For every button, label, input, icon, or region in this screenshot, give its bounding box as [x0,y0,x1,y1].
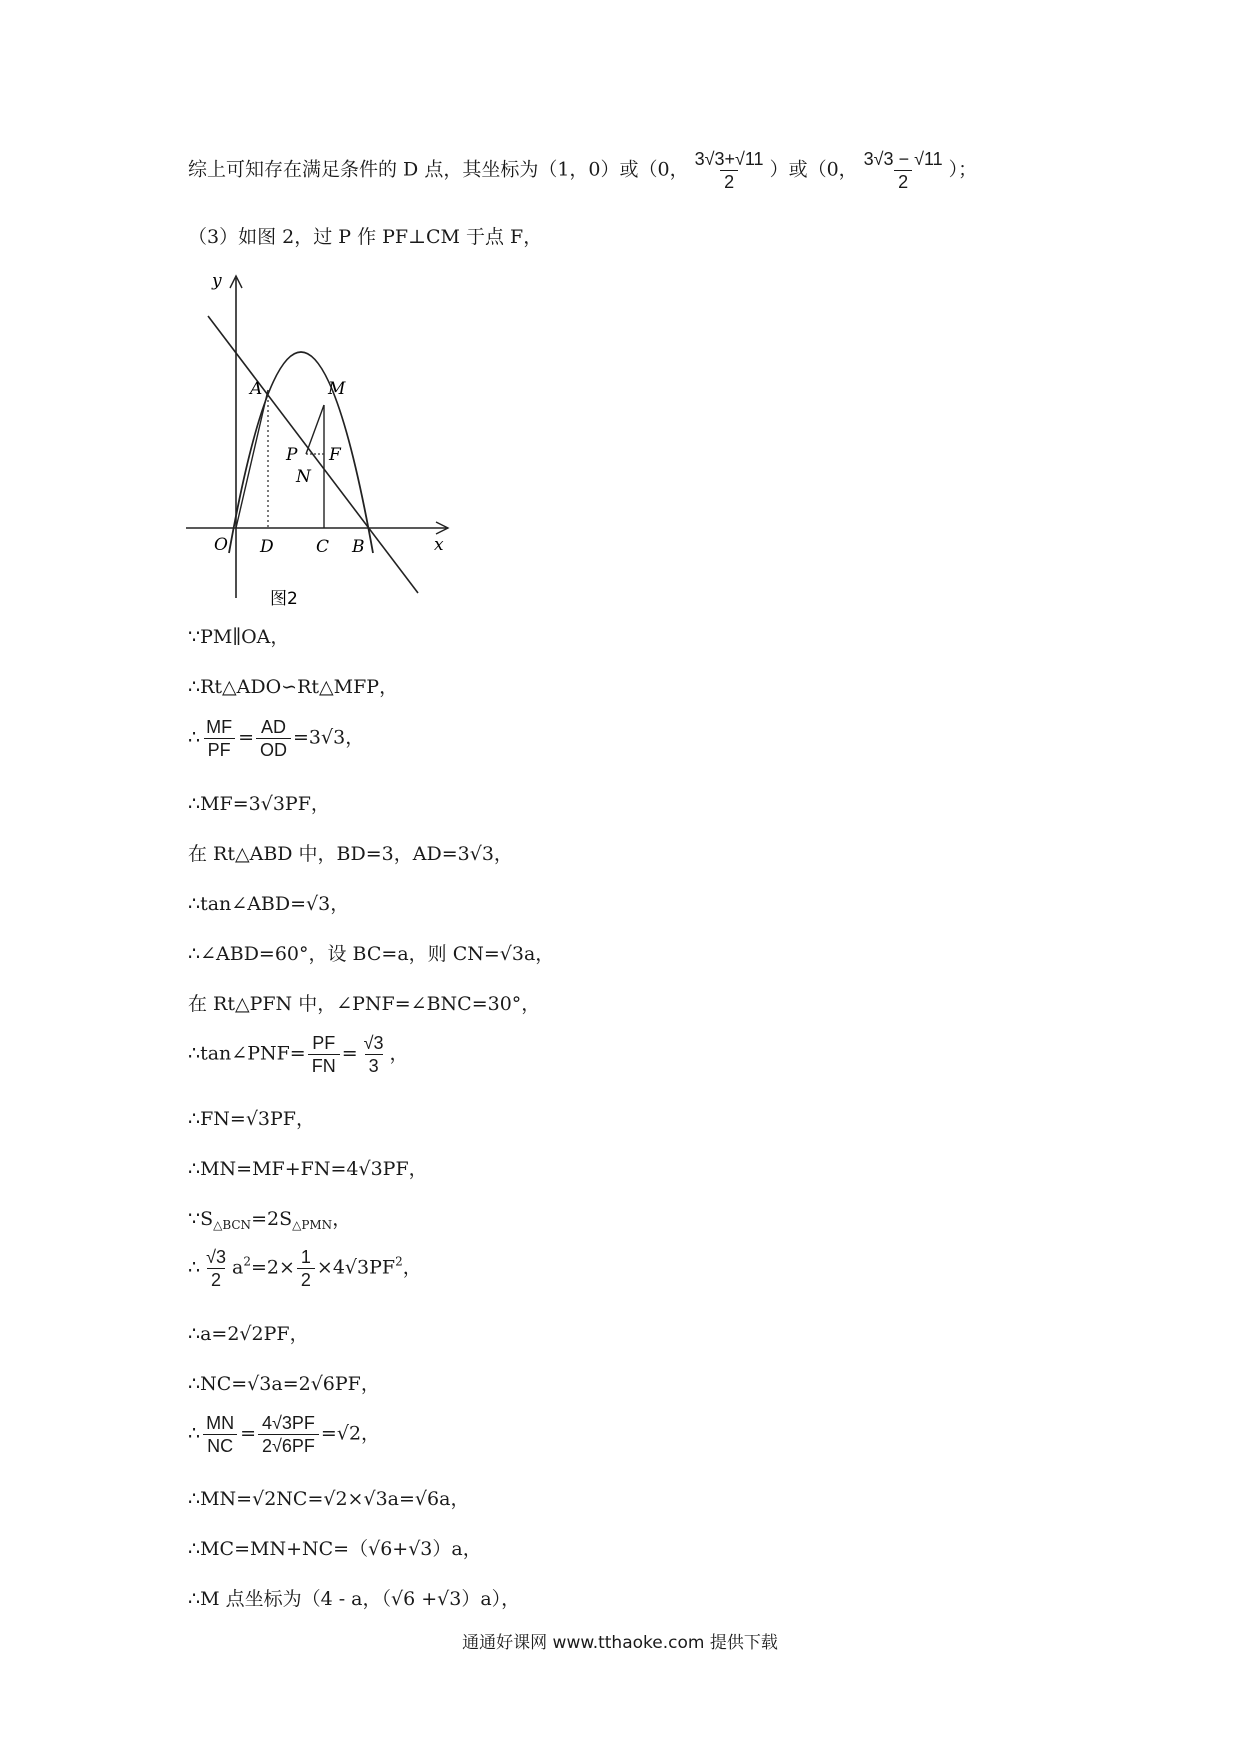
label-p: P [286,445,298,465]
line15-c: ×4√3PF [316,1256,396,1279]
label-f: F [329,445,341,465]
label-m: M [328,379,346,399]
fraction-2sqrt6pf-denominator: 2√6PF [258,1434,319,1455]
text-line-15 [188,1248,422,1289]
label-b: B [352,537,365,557]
fraction-1-2-numerator: 1 [300,1247,311,1267]
text-line-7: 在 Rt△ABD 中，BD=3，AD=3√3， [188,843,513,865]
page-footer: 通通好课网 www.tthaoke.com 提供下载 [462,1633,778,1653]
fraction-2-numerator: 3√3 − √11 [863,149,943,169]
line15-d: ， [402,1256,422,1279]
fraction-1 [691,150,768,191]
label-x: x [434,535,444,555]
line15-a: a [231,1256,244,1279]
text-line-4: ∴Rt△ADO∽Rt△MFP， [188,676,399,698]
line18-therefore: ∴ [188,1422,201,1445]
label-o: O [214,535,228,555]
fraction-mn-nc [202,1414,238,1455]
figure-caption: 图2 [270,589,298,609]
text-line-18 [188,1414,380,1455]
line11-equals: = [341,1042,358,1065]
superscript-1: 2 [243,1254,251,1269]
line14-a: ∵S [188,1208,214,1230]
line15-b: =2× [250,1256,295,1279]
label-n: N [296,467,311,487]
fraction-2 [860,150,947,191]
segment-pm [306,405,324,454]
fraction-pf-fn-numerator: PF [312,1033,336,1053]
text-line-16: ∴a=2√2PF， [188,1323,309,1345]
text-line-21: ∴M 点坐标为（4 - a，（√6 +√3）a）， [188,1588,521,1610]
fraction-mf-pf-numerator: MF [206,717,233,737]
line14-b: =2S [251,1208,293,1230]
line1-text-c: ）； [948,158,978,181]
fraction-pf-fn [308,1034,340,1075]
fraction-1-2 [297,1248,315,1289]
figure-2 [186,268,450,610]
fraction-sqrt3-3 [360,1034,388,1075]
text-line-14 [188,1210,351,1231]
text-line-8: ∴tan∠ABD=√3， [188,893,350,915]
line11-text: ∴tan∠PNF= [188,1042,306,1065]
text-line-3: ∵PM∥OA， [188,626,290,648]
line15-therefore: ∴ [188,1256,201,1279]
text-line-12: ∴FN=√3PF， [188,1108,315,1130]
fraction-sqrt3-3-denominator: 3 [365,1054,383,1075]
text-line-10: 在 Rt△PFN 中，∠PNF=∠BNC=30°， [188,993,541,1015]
fraction-ad-od-denominator: OD [256,738,291,759]
text-line-6: ∴MF=3√3PF， [188,793,330,815]
fraction-1-numerator: 3√3+√11 [694,149,764,169]
fraction-1-2-denominator: 2 [297,1268,315,1289]
line5-therefore: ∴ [188,726,201,749]
fraction-mn-nc-denominator: NC [203,1434,237,1455]
text-line-2: （3）如图 2，过 P 作 PF⊥CM 于点 F， [188,226,543,248]
line5-equals: = [238,726,255,749]
line1-text-b: ）或（0， [769,158,858,181]
fraction-pf-fn-denominator: FN [308,1054,340,1075]
fraction-2-denominator: 2 [894,170,912,191]
fraction-sqrt3-2-numerator: √3 [206,1247,226,1267]
segment-oa [236,390,268,528]
text-line-19: ∴MN=√2NC=√2×√3a=√6a， [188,1488,470,1510]
subscript-pmn: △PMN [292,1218,333,1232]
line18-post: =√2， [320,1422,381,1445]
fraction-sqrt3-2 [202,1248,230,1289]
fraction-4sqrt3pf-2sqrt6pf [258,1414,319,1455]
line1-text-a: 综上可知存在满足条件的 D 点，其坐标为（1，0）或（0， [188,158,689,181]
text-line-13: ∴MN=MF+FN=4√3PF， [188,1158,428,1180]
fraction-1-denominator: 2 [720,170,738,191]
fraction-ad-od [256,718,291,759]
text-line-5 [188,718,364,759]
text-line-11 [188,1034,409,1075]
label-a: A [250,379,263,399]
label-c: C [316,537,330,557]
fraction-sqrt3-3-numerator: √3 [363,1033,384,1053]
subscript-bcn: △BCN [213,1218,252,1232]
text-line-1 [188,150,977,191]
text-line-9: ∴∠ABD=60°，设 BC=a，则 CN=√3a， [188,943,555,965]
line11-post: ， [389,1042,409,1065]
text-line-20: ∴MC=MN+NC=（√6+√3）a， [188,1538,482,1560]
fraction-ad-od-numerator: AD [261,717,287,737]
fraction-sqrt3-2-denominator: 2 [207,1268,225,1289]
line14-c: ， [332,1208,352,1230]
line18-equals: = [240,1422,257,1445]
fraction-mn-nc-numerator: MN [206,1413,235,1433]
label-y: y [212,271,222,291]
superscript-2: 2 [395,1254,403,1269]
fraction-4sqrt3pf-numerator: 4√3PF [262,1413,315,1433]
fraction-mf-pf-denominator: PF [204,738,235,759]
line5-result: =3√3， [293,726,365,749]
text-line-17: ∴NC=√3a=2√6PF， [188,1373,380,1395]
fraction-mf-pf [202,718,236,759]
label-d: D [260,537,274,557]
